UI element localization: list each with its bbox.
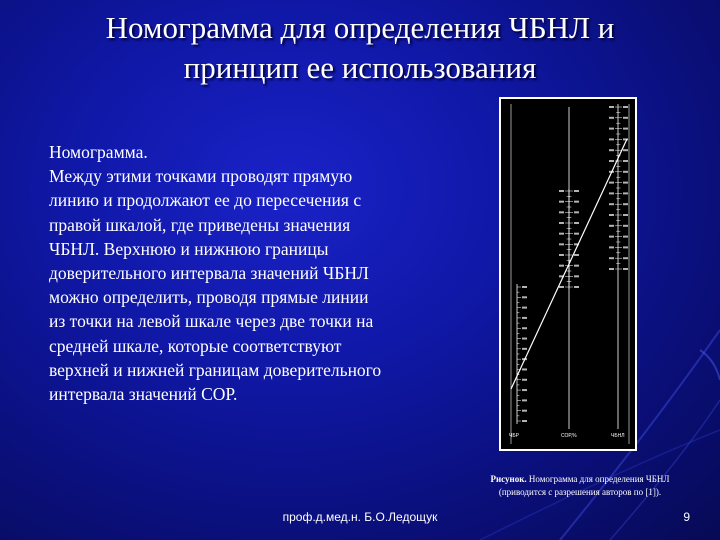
scale-tick-mark xyxy=(623,149,628,151)
scale-tick-mark xyxy=(522,317,527,319)
body-line: интервала значений СОР. xyxy=(49,384,238,405)
scale-tick-mark xyxy=(559,190,564,192)
scale-tick-mark xyxy=(623,225,628,227)
scale-tick-mark xyxy=(574,190,579,192)
title-line-1: Номограмма для определения ЧБНЛ и xyxy=(105,10,615,45)
scale-tick-mark xyxy=(623,246,628,248)
scale-tick-mark xyxy=(609,257,614,259)
right-axis-label: ЧБНЛ xyxy=(611,433,625,439)
scale-tick-mark xyxy=(559,243,564,245)
scale-tick-mark xyxy=(574,286,579,288)
scale-tick-mark xyxy=(623,203,628,205)
scale-tick-mark xyxy=(609,246,614,248)
body-line: правой шкалой, где приведены значения xyxy=(49,214,351,235)
body-line: Между этими точками проводят прямую xyxy=(49,166,353,187)
body-line: ЧБНЛ. Верхнюю и нижнюю границы xyxy=(49,238,329,259)
scale-tick-mark xyxy=(522,399,527,401)
body-line: доверительного интервала значений ЧБНЛ xyxy=(49,263,369,284)
caption-text: Номограмма для определения ЧБНЛ xyxy=(528,474,670,484)
scale-tick-mark xyxy=(574,233,579,235)
scale-tick-mark xyxy=(623,128,628,130)
slide-title xyxy=(20,8,700,88)
scale-tick-mark xyxy=(522,286,527,288)
scale-tick-mark xyxy=(609,138,614,140)
scale-tick-mark xyxy=(574,201,579,203)
scale-tick-mark xyxy=(522,420,527,422)
scale-tick-mark xyxy=(623,268,628,270)
scale-tick-mark xyxy=(559,201,564,203)
body-text xyxy=(49,140,449,406)
left-scale-ticks xyxy=(517,286,527,422)
scale-tick-mark xyxy=(522,348,527,350)
slide-footer: проф.д.мед.н. Б.О.Ледощук xyxy=(282,510,438,524)
figure-caption xyxy=(470,473,690,499)
scale-tick-mark xyxy=(623,192,628,194)
scale-tick-mark xyxy=(623,214,628,216)
body-line: можно определить, проводя прямые линии xyxy=(49,287,369,308)
scale-tick-mark xyxy=(623,236,628,238)
scale-tick-mark xyxy=(522,307,527,309)
scale-tick-mark xyxy=(623,117,628,119)
nomogram-figure xyxy=(499,97,637,451)
scale-tick-mark xyxy=(609,225,614,227)
body-line: из точки на левой шкале через две точки на xyxy=(49,311,374,332)
scale-tick-mark xyxy=(522,379,527,381)
scale-tick-mark xyxy=(574,265,579,267)
scale-tick-mark xyxy=(522,410,527,412)
scale-tick-mark xyxy=(559,211,564,213)
caption-line-2: (приводится с разрешения авторов по [1]). xyxy=(498,487,662,497)
title-line-2: принцип ее использования xyxy=(183,50,537,85)
scale-tick-mark xyxy=(559,233,564,235)
scale-tick-mark xyxy=(609,192,614,194)
caption-bold: Рисунок. xyxy=(490,474,527,484)
scale-tick-mark xyxy=(559,254,564,256)
right-scale-ticks xyxy=(609,106,628,270)
page-number: 9 xyxy=(683,510,690,524)
body-line: верхней и нижней границам доверительного xyxy=(49,359,382,380)
scale-tick-mark xyxy=(609,236,614,238)
scale-tick-mark xyxy=(623,257,628,259)
scale-tick-mark xyxy=(522,389,527,391)
scale-tick-mark xyxy=(559,265,564,267)
scale-tick-mark xyxy=(609,128,614,130)
scale-tick-mark xyxy=(574,211,579,213)
body-line: линию и продолжают ее до пересечения с xyxy=(49,190,362,211)
scale-tick-mark xyxy=(609,117,614,119)
body-line: средней шкале, которые соответствуют xyxy=(49,335,342,356)
scale-tick-mark xyxy=(609,160,614,162)
body-line: Номограмма. xyxy=(49,142,148,162)
scale-tick-mark xyxy=(522,296,527,298)
scale-tick-mark xyxy=(522,368,527,370)
scale-tick-mark xyxy=(574,275,579,277)
middle-axis-label: СОР,% xyxy=(561,433,577,439)
scale-tick-mark xyxy=(559,222,564,224)
scale-tick-mark xyxy=(623,160,628,162)
scale-tick-mark xyxy=(609,214,614,216)
scale-tick-mark xyxy=(609,268,614,270)
scale-tick-mark xyxy=(609,182,614,184)
left-axis-label: ЧБР xyxy=(509,433,519,439)
scale-tick-mark xyxy=(574,254,579,256)
scale-tick-mark xyxy=(623,171,628,173)
scale-tick-mark xyxy=(522,327,527,329)
scale-tick-mark xyxy=(623,182,628,184)
scale-tick-mark xyxy=(609,149,614,151)
scale-tick-mark xyxy=(609,106,614,108)
scale-tick-mark xyxy=(609,203,614,205)
scale-tick-mark xyxy=(559,286,564,288)
scale-tick-mark xyxy=(623,106,628,108)
scale-tick-mark xyxy=(522,338,527,340)
nomogram-image xyxy=(501,99,635,449)
scale-tick-mark xyxy=(574,222,579,224)
